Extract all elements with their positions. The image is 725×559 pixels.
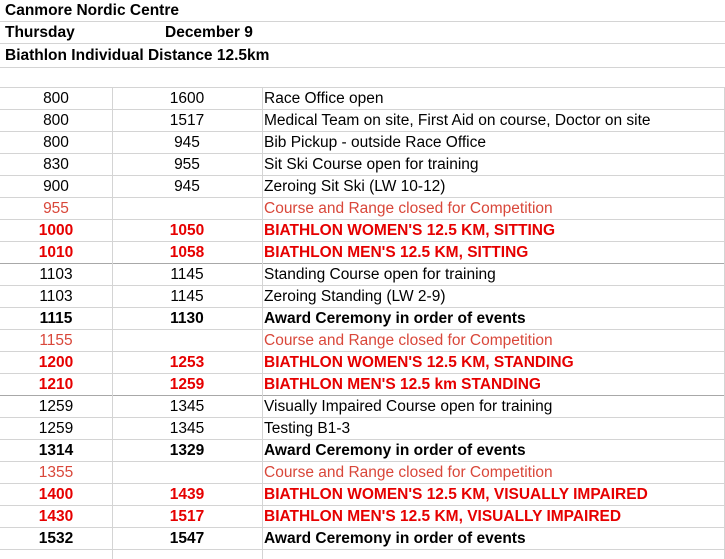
start-time: 1400 [38, 485, 74, 503]
start-time: 1355 [38, 463, 74, 481]
schedule-row [0, 176, 725, 198]
venue-title: Canmore Nordic Centre [5, 1, 179, 19]
header-row-date [0, 22, 725, 44]
end-time: 1439 [169, 485, 205, 503]
schedule-row [0, 330, 725, 352]
activity: Visually Impaired Course open for training [264, 397, 553, 415]
activity: Medical Team on site, First Aid on course, Doctor on site [264, 111, 651, 129]
activity: Award Ceremony in order of events [264, 529, 526, 547]
date-label: December 9 [165, 23, 253, 41]
start-time: 1259 [38, 419, 74, 437]
end-time: 1145 [170, 287, 204, 305]
activity: Standing Course open for training [264, 265, 496, 283]
schedule-row [0, 418, 725, 440]
start-time: 955 [43, 199, 69, 217]
activity: Award Ceremony in order of events [264, 309, 526, 327]
activity: Course and Range closed for Competition [264, 331, 553, 349]
event-title: Biathlon Individual Distance 12.5km [5, 46, 270, 64]
start-time: 1430 [38, 507, 74, 525]
end-time: 1329 [169, 441, 205, 459]
schedule-row [0, 440, 725, 462]
start-time: 1532 [38, 529, 74, 547]
schedule-row [0, 264, 725, 286]
start-time: 800 [43, 111, 69, 129]
end-time: 1517 [169, 111, 205, 129]
header-row-venue [0, 0, 725, 22]
grid-column-line [262, 88, 263, 559]
schedule-row [0, 242, 725, 264]
activity: BIATHLON MEN'S 12.5 km STANDING [264, 375, 541, 393]
end-time [112, 462, 262, 483]
start-time: 800 [43, 133, 69, 151]
blank-row [0, 68, 725, 88]
schedule-row [0, 462, 725, 484]
activity: Testing B1-3 [264, 419, 351, 437]
activity: Sit Ski Course open for training [264, 155, 479, 173]
schedule-row [0, 528, 725, 550]
end-time: 945 [174, 177, 200, 195]
schedule-row [0, 220, 725, 242]
schedule-row [0, 88, 725, 110]
start-time: 1210 [38, 375, 74, 393]
end-time: 1517 [169, 507, 205, 525]
day-label: Thursday [5, 23, 75, 41]
start-time: 1259 [38, 397, 74, 415]
schedule-row [0, 198, 725, 220]
start-time: 1314 [38, 441, 74, 459]
activity: Award Ceremony in order of events [264, 441, 526, 459]
start-time: 1103 [39, 287, 73, 305]
activity: Course and Range closed for Competition [264, 199, 553, 217]
end-time: 1253 [169, 353, 205, 371]
end-time: 1600 [169, 89, 205, 107]
activity: Zeroing Standing (LW 2-9) [264, 287, 446, 305]
activity: Bib Pickup - outside Race Office [264, 133, 486, 151]
activity: BIATHLON WOMEN'S 12.5 KM, STANDING [264, 353, 574, 371]
end-time: 945 [174, 133, 200, 151]
activity: Race Office open [264, 89, 384, 107]
schedule-row [0, 396, 725, 418]
start-time: 900 [43, 177, 69, 195]
end-time: 1130 [170, 309, 204, 327]
start-time: 1155 [39, 331, 73, 349]
schedule-row [0, 484, 725, 506]
schedule-row [0, 506, 725, 528]
end-time: 1145 [170, 265, 204, 283]
end-time: 1259 [169, 375, 205, 393]
start-time: 1103 [39, 265, 73, 283]
start-time: 800 [43, 89, 69, 107]
end-time: 1345 [169, 397, 205, 415]
end-time: 1345 [169, 419, 205, 437]
schedule-row [0, 110, 725, 132]
end-time [112, 330, 262, 351]
schedule-row [0, 132, 725, 154]
activity: BIATHLON MEN'S 12.5 KM, SITTING [264, 243, 529, 261]
header-row-event [0, 44, 725, 68]
schedule-row [0, 286, 725, 308]
start-time: 1200 [38, 353, 74, 371]
start-time: 1000 [38, 221, 74, 239]
end-time: 1547 [169, 529, 205, 547]
start-time: 1115 [39, 309, 73, 327]
activity: Course and Range closed for Competition [264, 463, 553, 481]
schedule-row [0, 374, 725, 396]
start-time: 1010 [38, 243, 74, 261]
activity: BIATHLON MEN'S 12.5 KM, VISUALLY IMPAIRED [264, 507, 622, 525]
end-time: 1050 [169, 221, 205, 239]
activity: BIATHLON WOMEN'S 12.5 KM, VISUALLY IMPAIRED [264, 485, 648, 503]
end-time: 1058 [169, 243, 205, 261]
start-time: 830 [43, 155, 69, 173]
schedule-row [0, 308, 725, 330]
end-time [112, 198, 262, 219]
activity: Zeroing Sit Ski (LW 10-12) [264, 177, 446, 195]
end-time: 955 [174, 155, 200, 173]
schedule-row [0, 352, 725, 374]
activity: BIATHLON WOMEN'S 12.5 KM, SITTING [264, 221, 556, 239]
schedule-row [0, 154, 725, 176]
grid-column-line [112, 88, 113, 559]
